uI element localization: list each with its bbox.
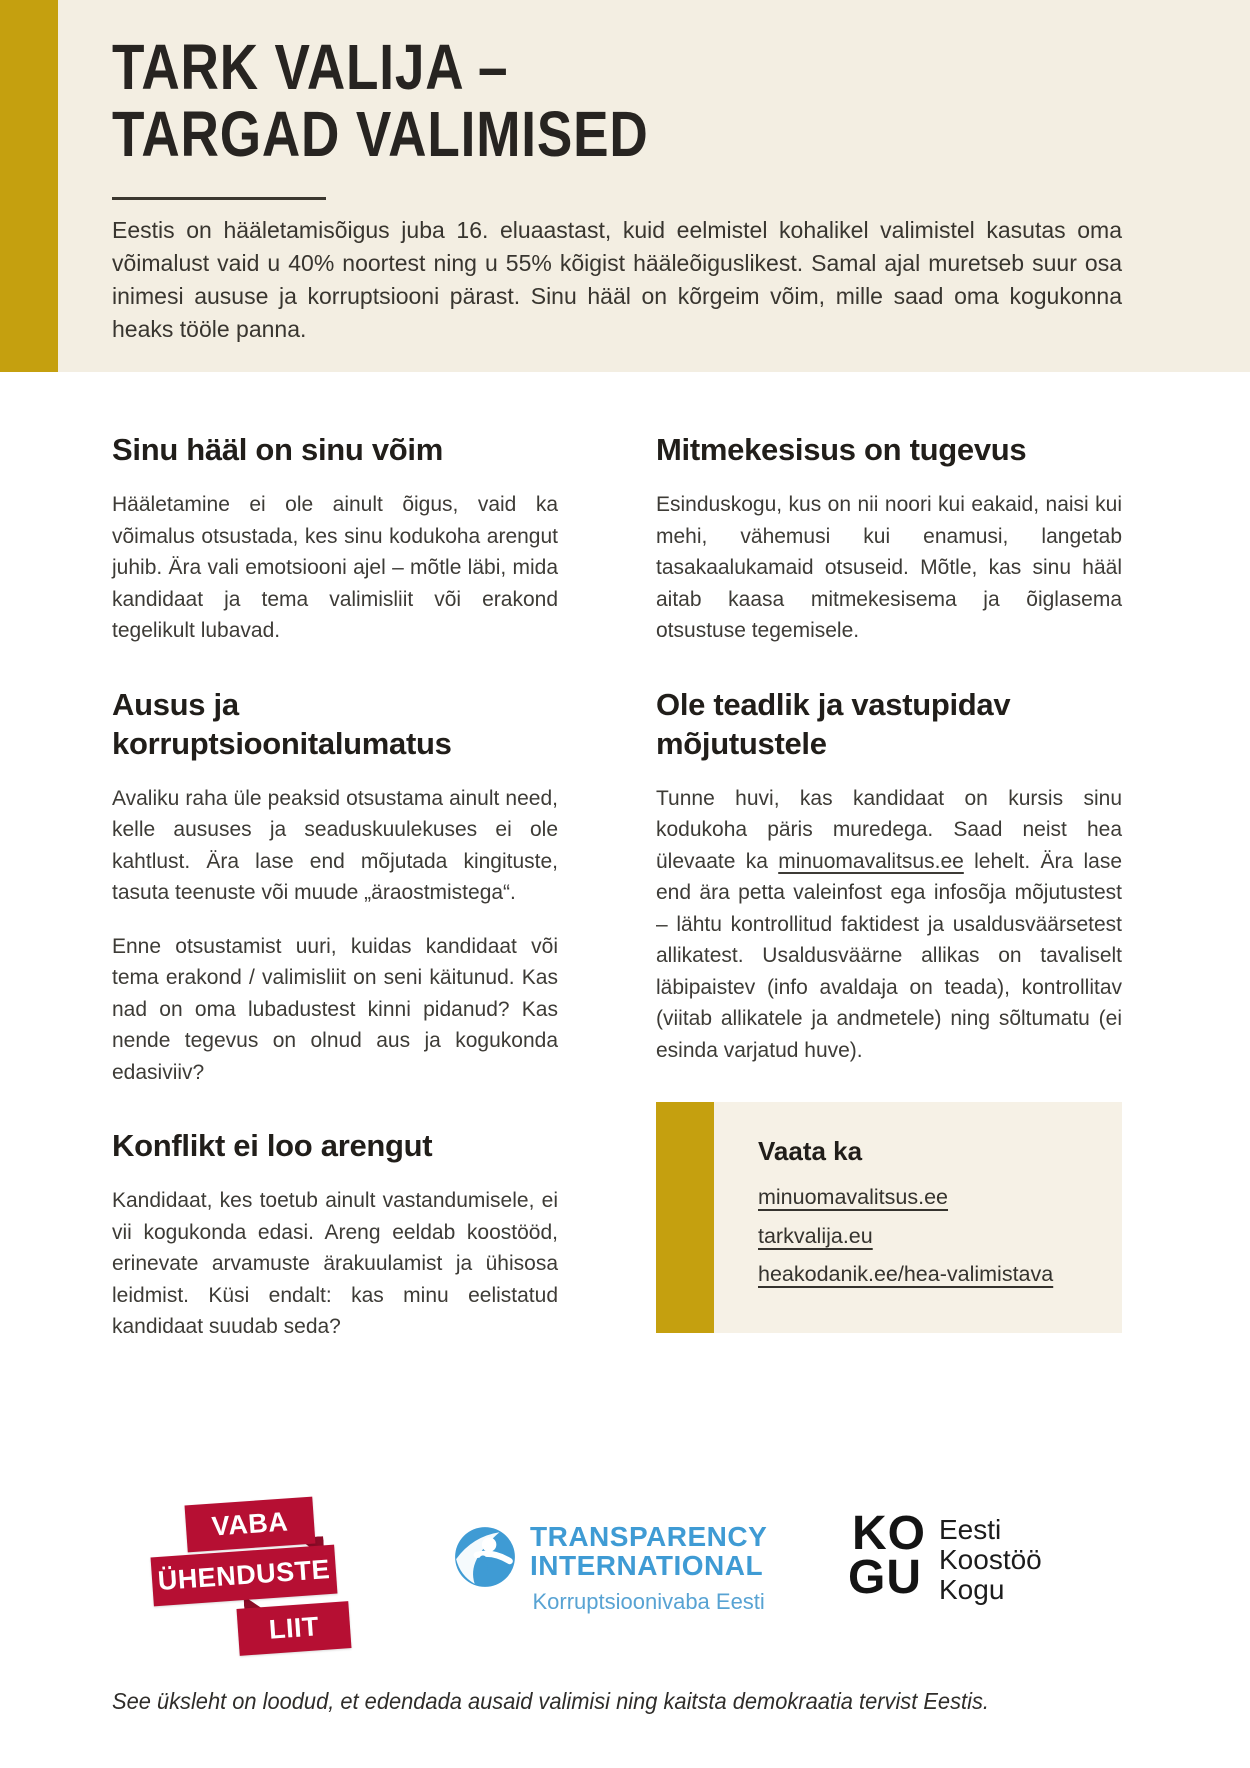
ribbon-uhenduste: ÜHENDUSTE — [151, 1545, 338, 1607]
kogu-name — [939, 1515, 1042, 1606]
section-body-ausus-1: Avaliku raha üle peaksid otsustama ainult need, kelle aususes ja seaduskuulekuses ei ole kahtlust. Ära lase end mõjutada kingituste, tasuta teenuste või muude „äraostmistega“. — [112, 786, 558, 905]
left-column — [112, 430, 558, 1365]
kogu-name-line2: Koostöö — [939, 1544, 1042, 1576]
section-heading-teadlik: Ole teadlik ja vastupidav mõjutustele — [656, 686, 1011, 761]
see-also-link-tarkvalija[interactable]: tarkvalija.eu — [758, 1223, 873, 1248]
footer-note: See üksleht on loodud, et edendada ausaid valimisi ning kaitsta demokraatia tervist Eestis. — [112, 1688, 989, 1714]
gold-accent-bar — [0, 0, 58, 372]
page-title — [112, 31, 649, 170]
kogu-abbreviation — [848, 1507, 926, 1605]
ti-name — [530, 1522, 767, 1580]
see-also-content — [714, 1102, 1122, 1333]
section-heading-ausus: Ausus ja korruptsioonitalumatus — [112, 686, 452, 761]
intro-paragraph: Eestis on hääletamisõigus juba 16. eluaastast, kuid eelmistel kohalikel valimistel kasutas oma võimalust vaid u 40% noortest ning u 55% kõigist hääleõiguslikest. Samal ajal muretseb suur osa inimesi aususe ja korruptsiooni pärast. Sinu hääl on kõrgeim võim, mille saad oma kogukonna heaks tööle panna. — [112, 217, 1122, 343]
kogu-name-line3: Kogu — [939, 1574, 1005, 1606]
title-divider — [112, 197, 326, 200]
kogu-abbr-line1: KO — [852, 1507, 926, 1560]
kogu-name-line1: Eesti — [939, 1514, 1002, 1545]
body-text-after-link: lehelt. Ära lase end ära petta valeinfost ega infosõja mõjutustest – lähtu kontrollitud faktidest ja usaldusväärsetest allikatest. Usaldusväärne allikas on tavaliselt läbipaistev (info avaldaja on teada), kontrollitav (viitab allikatele ja andmetele) ning sõltumatu (ei esinda varjatud huve). — [656, 849, 1123, 1062]
ti-text-block — [530, 1522, 767, 1615]
transparency-international-logo — [452, 1522, 767, 1615]
ti-name-line2: INTERNATIONAL — [530, 1550, 764, 1582]
section-heading-mitmekesisus: Mitmekesisus on tugevus — [656, 432, 1027, 467]
ribbon-vaba: VABA — [185, 1497, 316, 1553]
see-also-title: Vaata ka — [758, 1136, 863, 1167]
inline-link-minuomavalitsus[interactable]: minuomavalitsus.ee — [778, 849, 964, 873]
see-also-gold-bar — [656, 1102, 714, 1333]
section-body-mitmekesisus: Esinduskogu, kus on nii noori kui eakaid, naisi kui mehi, vähemusi kui enamusi, langetab tasakaalukamaid otsuseid. Mõtle, kas sinu hääl aitab kaasa mitmekesisema ja õiglasema otsustuse tegemisele. — [656, 493, 1122, 643]
ti-globe-icon — [452, 1524, 518, 1590]
section-body-ausus-2: Enne otsustamist uuri, kuidas kandidaat või tema erakond / valimisliit on seni käitunud. Kas nad on oma lubadustest kinni pidanud? Kas nende tegevus on olnud aus ja kogukonda edasiviiv? — [112, 934, 558, 1084]
page-title-line2: TARGAD VALIMISED — [112, 97, 649, 170]
section-body-teadlik — [656, 783, 1122, 1067]
see-also-box — [656, 1102, 1122, 1333]
see-also-link-heakodanik[interactable]: heakodanik.ee/hea-valimistava — [758, 1262, 1054, 1287]
section-heading-sinu-haal: Sinu hääl on sinu võim — [112, 432, 443, 467]
ti-subtitle: Korruptsioonivaba Eesti — [532, 1589, 765, 1615]
page-title-line1: TARK VALIJA – — [112, 31, 509, 103]
vaba-uhenduste-liit-logo — [148, 1497, 368, 1667]
ribbon-liit: LIIT — [236, 1601, 351, 1656]
section-body-konflikt: Kandidaat, kes toetub ainult vastandumisele, ei vii kogukonda edasi. Areng eeldab koostööd, erinevate arvamuste ärakuulamist ja ühisosa leidmist. Küsi endalt: kas minu eelistatud kandidaat suudab seda? — [112, 1189, 558, 1339]
see-also-link-minuomavalitsus[interactable]: minuomavalitsus.ee — [758, 1185, 949, 1210]
body-text-before-link: Tunne huvi, kas kandidaat on kursis sinu kodukoha päris muredega. Saad neist hea ülevaate ka — [656, 786, 1122, 873]
section-body-sinu-haal: Hääletamine ei ole ainult õigus, vaid ka võimalus otsustada, kes sinu kodukoha arengut juhib. Ära vali emotsiooni ajel – mõtle läbi, mida kandidaat ja tema valimisliit või erakond tegelikult lubavad. — [112, 493, 558, 643]
right-column — [656, 430, 1122, 1333]
section-heading-konflikt: Konflikt ei loo arengut — [112, 1128, 433, 1164]
ti-name-line1: TRANSPARENCY — [530, 1521, 768, 1552]
kogu-abbr-line2: GU — [848, 1551, 922, 1605]
kogu-logo — [848, 1507, 1042, 1606]
header-band — [0, 0, 1250, 372]
